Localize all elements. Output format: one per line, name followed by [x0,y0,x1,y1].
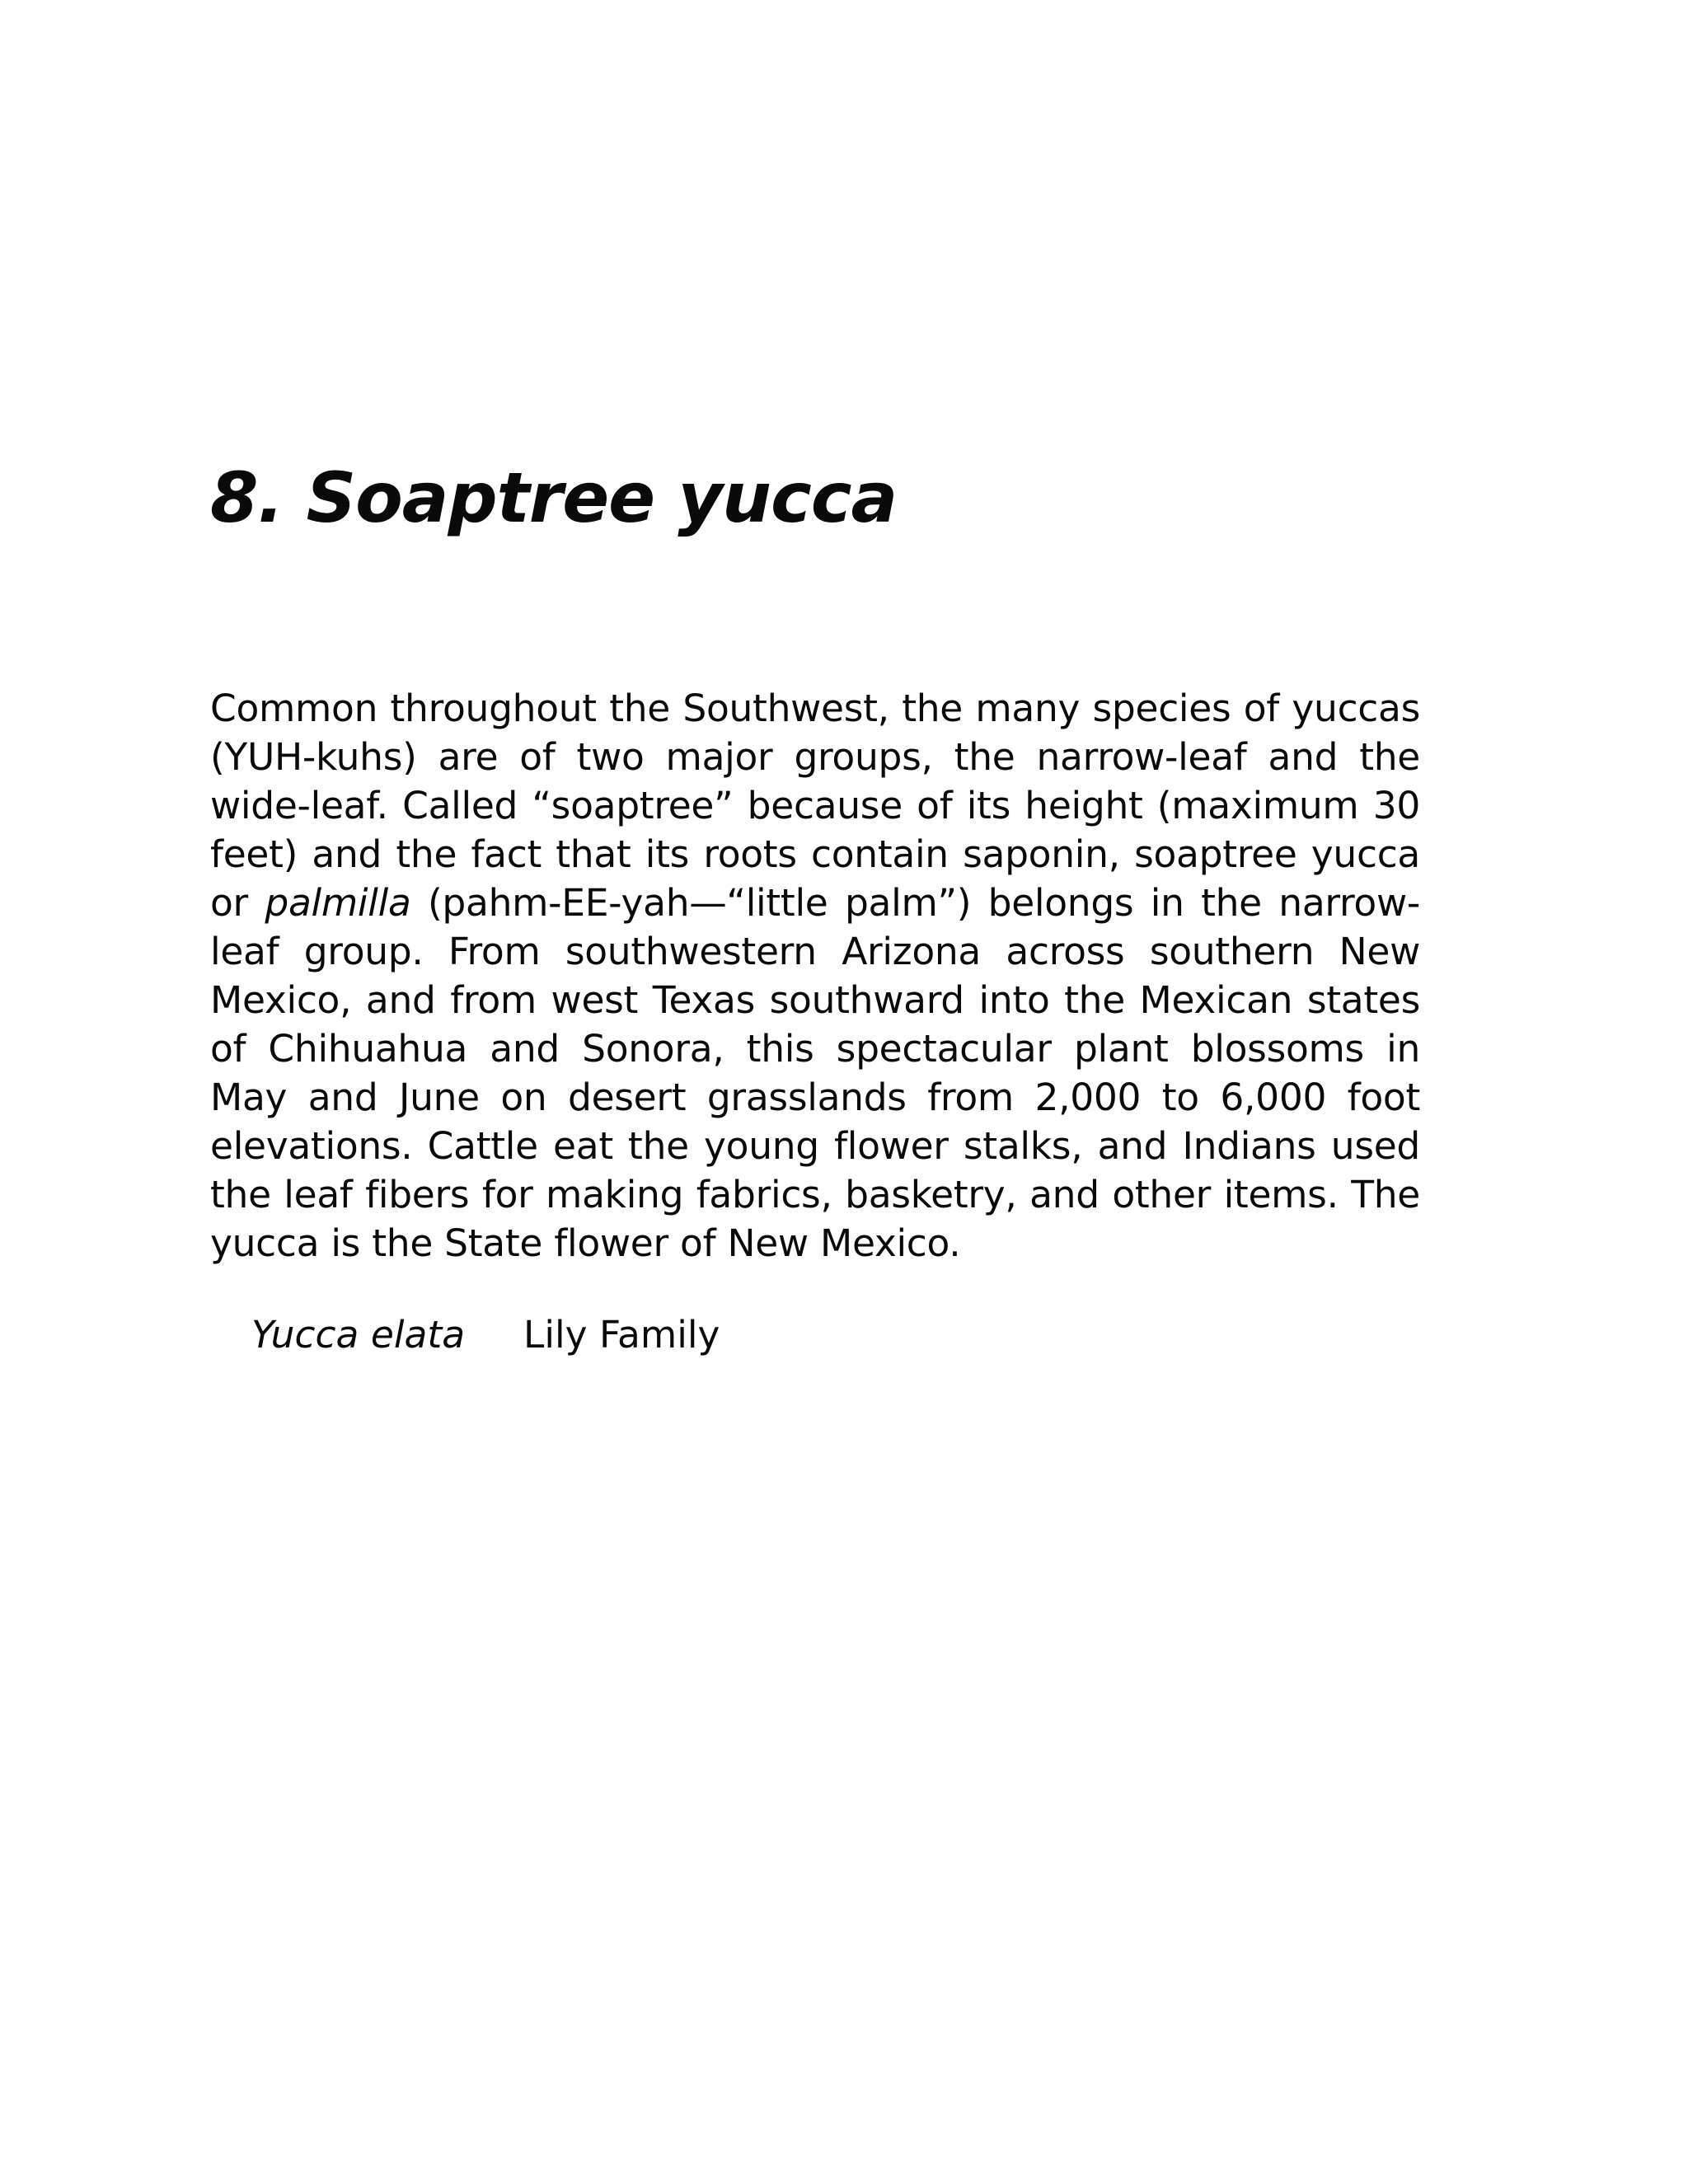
species-info [251,1310,720,1359]
scientific-name: Yucca elata [251,1313,466,1357]
description-text-part1: Common throughout the Southwest, the many species of yuccas (YUH-kuhs) are of two major groups, the narrow-leaf and the wide-leaf. Called “soaptree” because of its height (maximum 30 feet) and the fact that its roots contain saponin, soaptree yucca or [210,687,1420,925]
common-name-italic: palmilla [265,881,411,925]
description-text-part2: (pahm-EE-yah—“little palm”) belongs in the narrow-leaf group. From southwestern Arizona across southern New Mexico, and from west Texas southward into the Mexican states of Chihuahua and Sonora, this spectacular plant blossoms in May and June on desert grasslands from 2,000 to 6,000 foot elevations. Cattle eat the young flower stalks, and Indians used the leaf fibers for making fabrics, basketry, and other items. The yucca is the State flower of New Mexico. [210,881,1420,1265]
description-paragraph [210,684,1420,1268]
page-title: 8. Soaptree yucca [210,457,898,538]
plant-family: Lily Family [523,1313,720,1357]
